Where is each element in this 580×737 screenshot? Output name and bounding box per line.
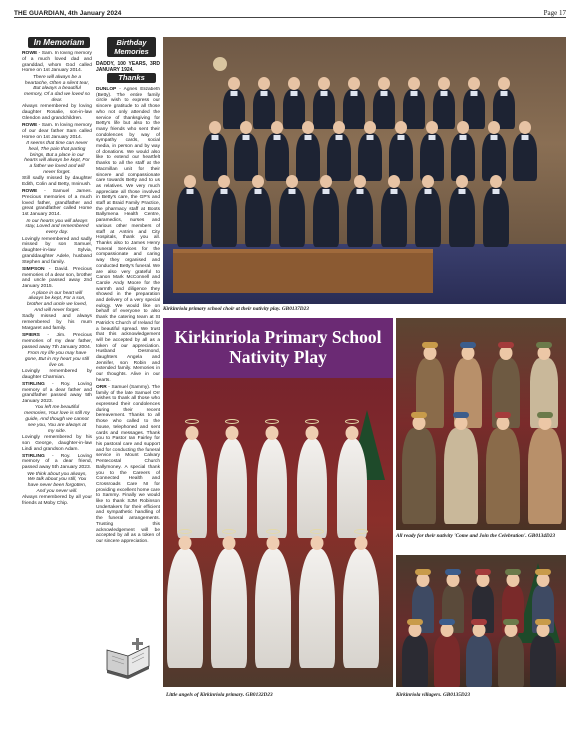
choir-child	[373, 89, 395, 129]
shirt-collar	[243, 135, 250, 140]
angels-caption: Little angels of Kirkinriola primary. GB0132D23	[166, 692, 273, 698]
shirt-collar	[321, 91, 328, 96]
angel-child	[167, 548, 203, 668]
headscarf	[439, 619, 455, 625]
church-pew	[173, 249, 433, 293]
child-face	[346, 426, 359, 440]
birthday-heading-line1: Birthday	[116, 37, 147, 47]
choir-caption: Kirkinriola primary school choir at their nativity play. GB0137D23	[163, 306, 309, 312]
memoriam-verse: It seems that time can never heal, The pain that parting brings, But a place in our hearts will always be kept, For a father we loved and will never forget.	[24, 140, 90, 175]
child-face	[426, 121, 438, 134]
ready-photo	[396, 318, 566, 530]
shirt-collar	[357, 189, 364, 194]
choir-child	[403, 89, 425, 129]
shirt-collar	[429, 135, 436, 140]
villagers-photo	[396, 555, 566, 687]
shirt-collar	[305, 135, 312, 140]
shirt-collar	[493, 189, 500, 194]
thanks-text: - Samuel (Sammy). The family of the late Samuel Orr wishes to thank all those who expressed their condolences during their recent bereavement. Thanks to all those who called to the house, telephoned and sent cards and messages. Thank you to Pastor Ian Fairley for his pastoral care and support and for conducting the funeral service in Mount Calvary Pentecostal Church Ballymoney. A special thank you to the Careers of Connected Health and Crossroads Care NI for providing excellent home care to Sammy. Finally we would like to thank SJM Robinson Undertakers for their efficient and sympathetic handling of the funeral arrangements. Trusting this acknowledgement will be accepted by all as a token of our sincere appreciation.	[96, 384, 160, 544]
shirt-collar	[411, 91, 418, 96]
shirt-collar	[367, 135, 374, 140]
child-face	[424, 346, 437, 360]
memoriam-signoff: Always remembered by all your friends at Moby Chip.	[22, 495, 92, 507]
memoriam-text: - Roy. Loving memory of a dear father and grandfather passed away 5th January 2023.	[22, 381, 92, 405]
shirt-collar	[398, 135, 405, 140]
shirt-collar	[351, 91, 358, 96]
memoriam-verse: We think about you always, We talk about you still, You have never been forgotten, And you never will.	[27, 471, 87, 495]
wall-plaque	[213, 57, 227, 71]
child-face	[320, 175, 332, 188]
thanks-heading: Thanks	[107, 73, 156, 83]
shirt-collar	[323, 189, 330, 194]
choir-child	[449, 187, 475, 247]
child-face	[378, 77, 390, 90]
child-face	[447, 573, 460, 587]
headscarf	[471, 619, 487, 625]
headscarf	[475, 569, 491, 575]
villagers-caption: Kirkinriola villagers. GB0135D23	[396, 692, 471, 698]
memoriam-signoff: Sadly missed and always remembered by his mum Margaret and family.	[22, 314, 92, 331]
angel-child	[257, 438, 287, 538]
shirt-collar	[491, 135, 498, 140]
choir-child	[415, 187, 441, 247]
choir-child	[296, 133, 320, 181]
memoriam-verse: From my life you may have gone, But in my heart you still live on.	[24, 350, 90, 368]
halo	[345, 419, 359, 424]
choir-child	[234, 133, 258, 181]
angel-child	[337, 438, 367, 538]
child-face	[488, 121, 500, 134]
headscarf	[445, 569, 461, 575]
memoriam-text: - Jim. Precious memories of my dear father, passed away 7th January 2004.	[22, 332, 92, 350]
child-face	[266, 426, 279, 440]
thanks-name: ORR	[96, 384, 107, 390]
choir-child	[279, 187, 305, 247]
choir-child	[203, 133, 227, 181]
shirt-collar	[460, 135, 467, 140]
halo	[305, 419, 319, 424]
memoriam-text: - David. Precious memories of a dear son, brother and uncle passed away 2nd January 2015.	[22, 266, 92, 290]
child-face	[355, 536, 368, 550]
child-face	[271, 121, 283, 134]
villager-child	[466, 635, 492, 687]
child-face	[456, 175, 468, 188]
shirt-collar	[336, 135, 343, 140]
headscarf	[498, 342, 514, 348]
child-face	[409, 623, 422, 637]
halo	[265, 419, 279, 424]
headscarf	[537, 412, 553, 418]
thanks-notice	[96, 87, 160, 384]
memoriam-intro	[22, 267, 92, 290]
child-face	[538, 346, 551, 360]
choir-child	[482, 133, 506, 181]
memoriam-intro	[22, 51, 92, 74]
choir-photo	[163, 37, 566, 304]
birthday-memories-heading	[107, 37, 156, 57]
page-number: Page 17	[543, 9, 566, 17]
memoriam-name: ROWE	[22, 51, 38, 56]
in-memoriam-heading: In Memoriam	[28, 37, 90, 48]
child-face	[267, 536, 280, 550]
in-memoriam-list	[22, 51, 92, 507]
memoriam-signoff: Lovingly remembered by his son George, daughter-in-law Lindi and grandson Adam.	[22, 435, 92, 452]
child-face	[505, 623, 518, 637]
shirt-collar	[212, 135, 219, 140]
memoriam-signoff: Still sadly missed by daughter Edith, Colin and Betty, Inninush.	[22, 176, 92, 188]
memoriam-notice	[22, 267, 92, 332]
choir-child	[389, 133, 413, 181]
headscarf	[536, 342, 552, 348]
halo	[222, 529, 236, 534]
child-face	[395, 121, 407, 134]
shirt-collar	[471, 91, 478, 96]
thanks-name: DUNLOP	[96, 87, 117, 92]
birthday-heading-line2: Memories	[114, 47, 149, 56]
paper-name-date: THE GUARDIAN, 4th January 2024	[14, 10, 122, 17]
child-face	[252, 175, 264, 188]
angel-child	[177, 438, 207, 538]
child-face	[364, 121, 376, 134]
thanks-column	[96, 87, 160, 682]
birthday-notice: DADDY, 100 YEARS, 3RD JANUARY 1924.	[96, 61, 160, 73]
headscarf	[415, 569, 431, 575]
halo	[185, 419, 199, 424]
choir-child	[177, 187, 203, 247]
shirt-collar	[255, 189, 262, 194]
child-face	[537, 623, 550, 637]
memoriam-intro	[22, 123, 92, 140]
headscarf	[495, 412, 511, 418]
child-face	[223, 536, 236, 550]
child-face	[348, 77, 360, 90]
shirt-collar	[381, 91, 388, 96]
child-face	[209, 121, 221, 134]
choir-child	[265, 133, 289, 181]
page-header	[14, 6, 566, 18]
headscarf	[505, 569, 521, 575]
choir-child	[211, 187, 237, 247]
child-face	[318, 77, 330, 90]
shirt-collar	[187, 189, 194, 194]
child-face	[422, 175, 434, 188]
child-face	[311, 536, 324, 550]
headscarf	[460, 342, 476, 348]
child-face	[226, 426, 239, 440]
halo	[225, 419, 239, 424]
memoriam-intro	[22, 333, 92, 350]
headscarf	[535, 569, 551, 575]
memoriam-intro	[22, 382, 92, 405]
memoriam-verse: In our hearts you will always stay, Loved and remembered every day.	[25, 218, 89, 236]
choir-child	[358, 133, 382, 181]
choir-child	[343, 89, 365, 129]
memoriam-verse: A place in our heart will always be kept, For a son, brother and uncle we loved, And will never forget.	[26, 290, 88, 313]
angel-child	[217, 438, 247, 538]
choir-child	[245, 187, 271, 247]
memoriam-verse: You left me beautiful memories, Your love is still my guide, And though we cannot see you, You are always at my side.	[24, 405, 90, 434]
child-face	[500, 346, 513, 360]
halo	[310, 529, 324, 534]
halo	[178, 529, 192, 534]
memoriam-signoff: Always remembered by loving daughter Rosalie, son-in-law Glendon and grandchildren.	[22, 104, 92, 121]
headscarf	[453, 412, 469, 418]
angel-child	[255, 548, 291, 668]
child-face	[441, 623, 454, 637]
shirt-collar	[221, 189, 228, 194]
child-face	[507, 573, 520, 587]
memoriam-intro	[22, 454, 92, 471]
memoriam-name: SPIERS	[22, 332, 40, 338]
child-face	[537, 573, 550, 587]
child-face	[288, 77, 300, 90]
choir-child	[420, 133, 444, 181]
shepherd-child	[528, 428, 562, 524]
halo	[266, 529, 280, 534]
child-face	[490, 175, 502, 188]
shirt-collar	[425, 189, 432, 194]
shirt-collar	[391, 189, 398, 194]
villager-child	[402, 635, 428, 687]
child-face	[302, 121, 314, 134]
child-face	[477, 573, 490, 587]
child-face	[388, 175, 400, 188]
child-face	[286, 175, 298, 188]
halo	[354, 529, 368, 534]
choir-child	[483, 187, 509, 247]
choir-child	[381, 187, 407, 247]
child-face	[539, 416, 552, 430]
memoriam-notice	[22, 333, 92, 381]
child-face	[468, 77, 480, 90]
memoriam-name: ROWE	[22, 122, 38, 128]
memoriam-text: - Roy. Loving memory of a dear friend, passed away 5th January 2023.	[22, 453, 92, 471]
memoriam-name: STIRLING	[22, 381, 45, 387]
angel-child	[211, 548, 247, 668]
choir-child	[513, 133, 537, 181]
child-face	[240, 121, 252, 134]
child-face	[498, 77, 510, 90]
choir-child	[313, 89, 335, 129]
memoriam-notice	[22, 189, 92, 266]
headscarf	[422, 342, 438, 348]
child-face	[455, 416, 468, 430]
headscarf	[411, 412, 427, 418]
villager-child	[530, 635, 556, 687]
child-face	[306, 426, 319, 440]
child-face	[457, 121, 469, 134]
memoriam-text: - Sam. In loving memory of a much loved dad and granddad, whom God called Home on 1st January 2014.	[22, 51, 92, 74]
child-face	[184, 175, 196, 188]
open-bible-icon	[103, 636, 153, 680]
child-face	[497, 416, 510, 430]
child-face	[417, 573, 430, 587]
villager-child	[434, 635, 460, 687]
shirt-collar	[274, 135, 281, 140]
choir-child	[451, 133, 475, 181]
nativity-title: Kirkinriola Primary School Nativity Play	[163, 318, 393, 378]
child-face	[408, 77, 420, 90]
villager-child	[498, 635, 524, 687]
angel-child	[299, 548, 335, 668]
child-face	[186, 426, 199, 440]
child-face	[354, 175, 366, 188]
ready-caption: All ready for their nativity 'Come and Join the Celebration'. GB0134D23	[396, 533, 556, 539]
memoriam-notice	[22, 123, 92, 188]
angel-child	[297, 438, 327, 538]
shepherd-child	[402, 428, 436, 524]
child-face	[333, 121, 345, 134]
choir-child	[327, 133, 351, 181]
child-face	[218, 175, 230, 188]
angel-child	[343, 548, 379, 668]
child-face	[473, 623, 486, 637]
headscarf	[535, 619, 551, 625]
memoriam-signoff: Lovingly remembered and sadly missed by son Samuel, daughter-in-law Sylvia, granddaughter Adele, husband Stephen and family.	[22, 236, 92, 265]
shirt-collar	[289, 189, 296, 194]
child-face	[462, 346, 475, 360]
memoriam-name: STIRLING	[22, 453, 45, 459]
shepherd-child	[486, 428, 520, 524]
thanks-text: - Agnes Elizabeth (Betty). The entire family circle wish to express our sincere gratitude to all those who not only attended the service of thanksgiving for Betty's life but also to the many friends who sent their condolences by way of sympathy cards, social media, in person and by way of donations. We would also like to extend our heartfelt thanks to all the staff at the Macmillan unit for their sincere and compassionate care towards Betty and to us as relatives. We very much appreciate all those involved in Betty's care, the GP's and staff at Braid Family Practice, the pharmacy staff at Boots Ballymena Health Centre, paramedics, nurses and various other members of staff at Antrim and City Hospitals, thank you all. Thanks also to James Henry Funeral Services for the compassionate and caring way they organised and conducted Betty's funeral. We are also very grateful to Canon Mark McConnell and Carole Andy Moore for the warmth and diligence they showed in the preparation and delivery of a very special eulogy. We would like on behalf of everyone to also thank the catering team at St Patrick's Church of Ireland for a beautiful spread. We trust that this acknowledgement will be accepted by all as a token of our appreciation. Husband Desmond, daughters Angela and Jennifer, son Robin and extended family. Memories in our thoughts. Alive in our hearts.	[96, 87, 160, 383]
headscarf	[407, 619, 423, 625]
thanks-notice	[96, 385, 160, 545]
child-face	[413, 416, 426, 430]
memoriam-notice	[22, 382, 92, 453]
choir-child	[347, 187, 373, 247]
shirt-collar	[441, 91, 448, 96]
shepherd-child	[444, 428, 478, 524]
shirt-collar	[291, 91, 298, 96]
choir-child	[283, 89, 305, 129]
memoriam-intro	[22, 189, 92, 218]
memoriam-name: ROWE	[22, 189, 38, 195]
child-face	[438, 77, 450, 90]
shirt-collar	[261, 91, 268, 96]
headscarf	[503, 619, 519, 625]
shirt-collar	[459, 189, 466, 194]
memoriam-name: SIMPSON	[22, 266, 45, 272]
memoriam-text: - Samuel James. Precious memories of a much loved father, grandfather and great grandfather called Home 1st January 2014.	[22, 189, 92, 218]
shirt-collar	[231, 91, 238, 96]
child-face	[179, 536, 192, 550]
child-face	[228, 77, 240, 90]
child-face	[258, 77, 270, 90]
memoriam-verse: There will always be a heartache, Often a silent tear, But always a beautiful memory, Of a dad we loved so dear.	[24, 74, 90, 103]
memoriam-notice	[22, 51, 92, 122]
shirt-collar	[501, 91, 508, 96]
choir-child	[313, 187, 339, 247]
child-face	[519, 121, 531, 134]
memoriam-text: - Sam. In loving memory of our dear father Sam called Home on 1st January 2014.	[22, 122, 92, 140]
shirt-collar	[522, 135, 529, 140]
memoriam-notice	[22, 454, 92, 507]
memoriam-signoff: Lovingly remembered by daughter Charmian.	[22, 368, 92, 380]
in-memoriam-column	[22, 51, 92, 706]
